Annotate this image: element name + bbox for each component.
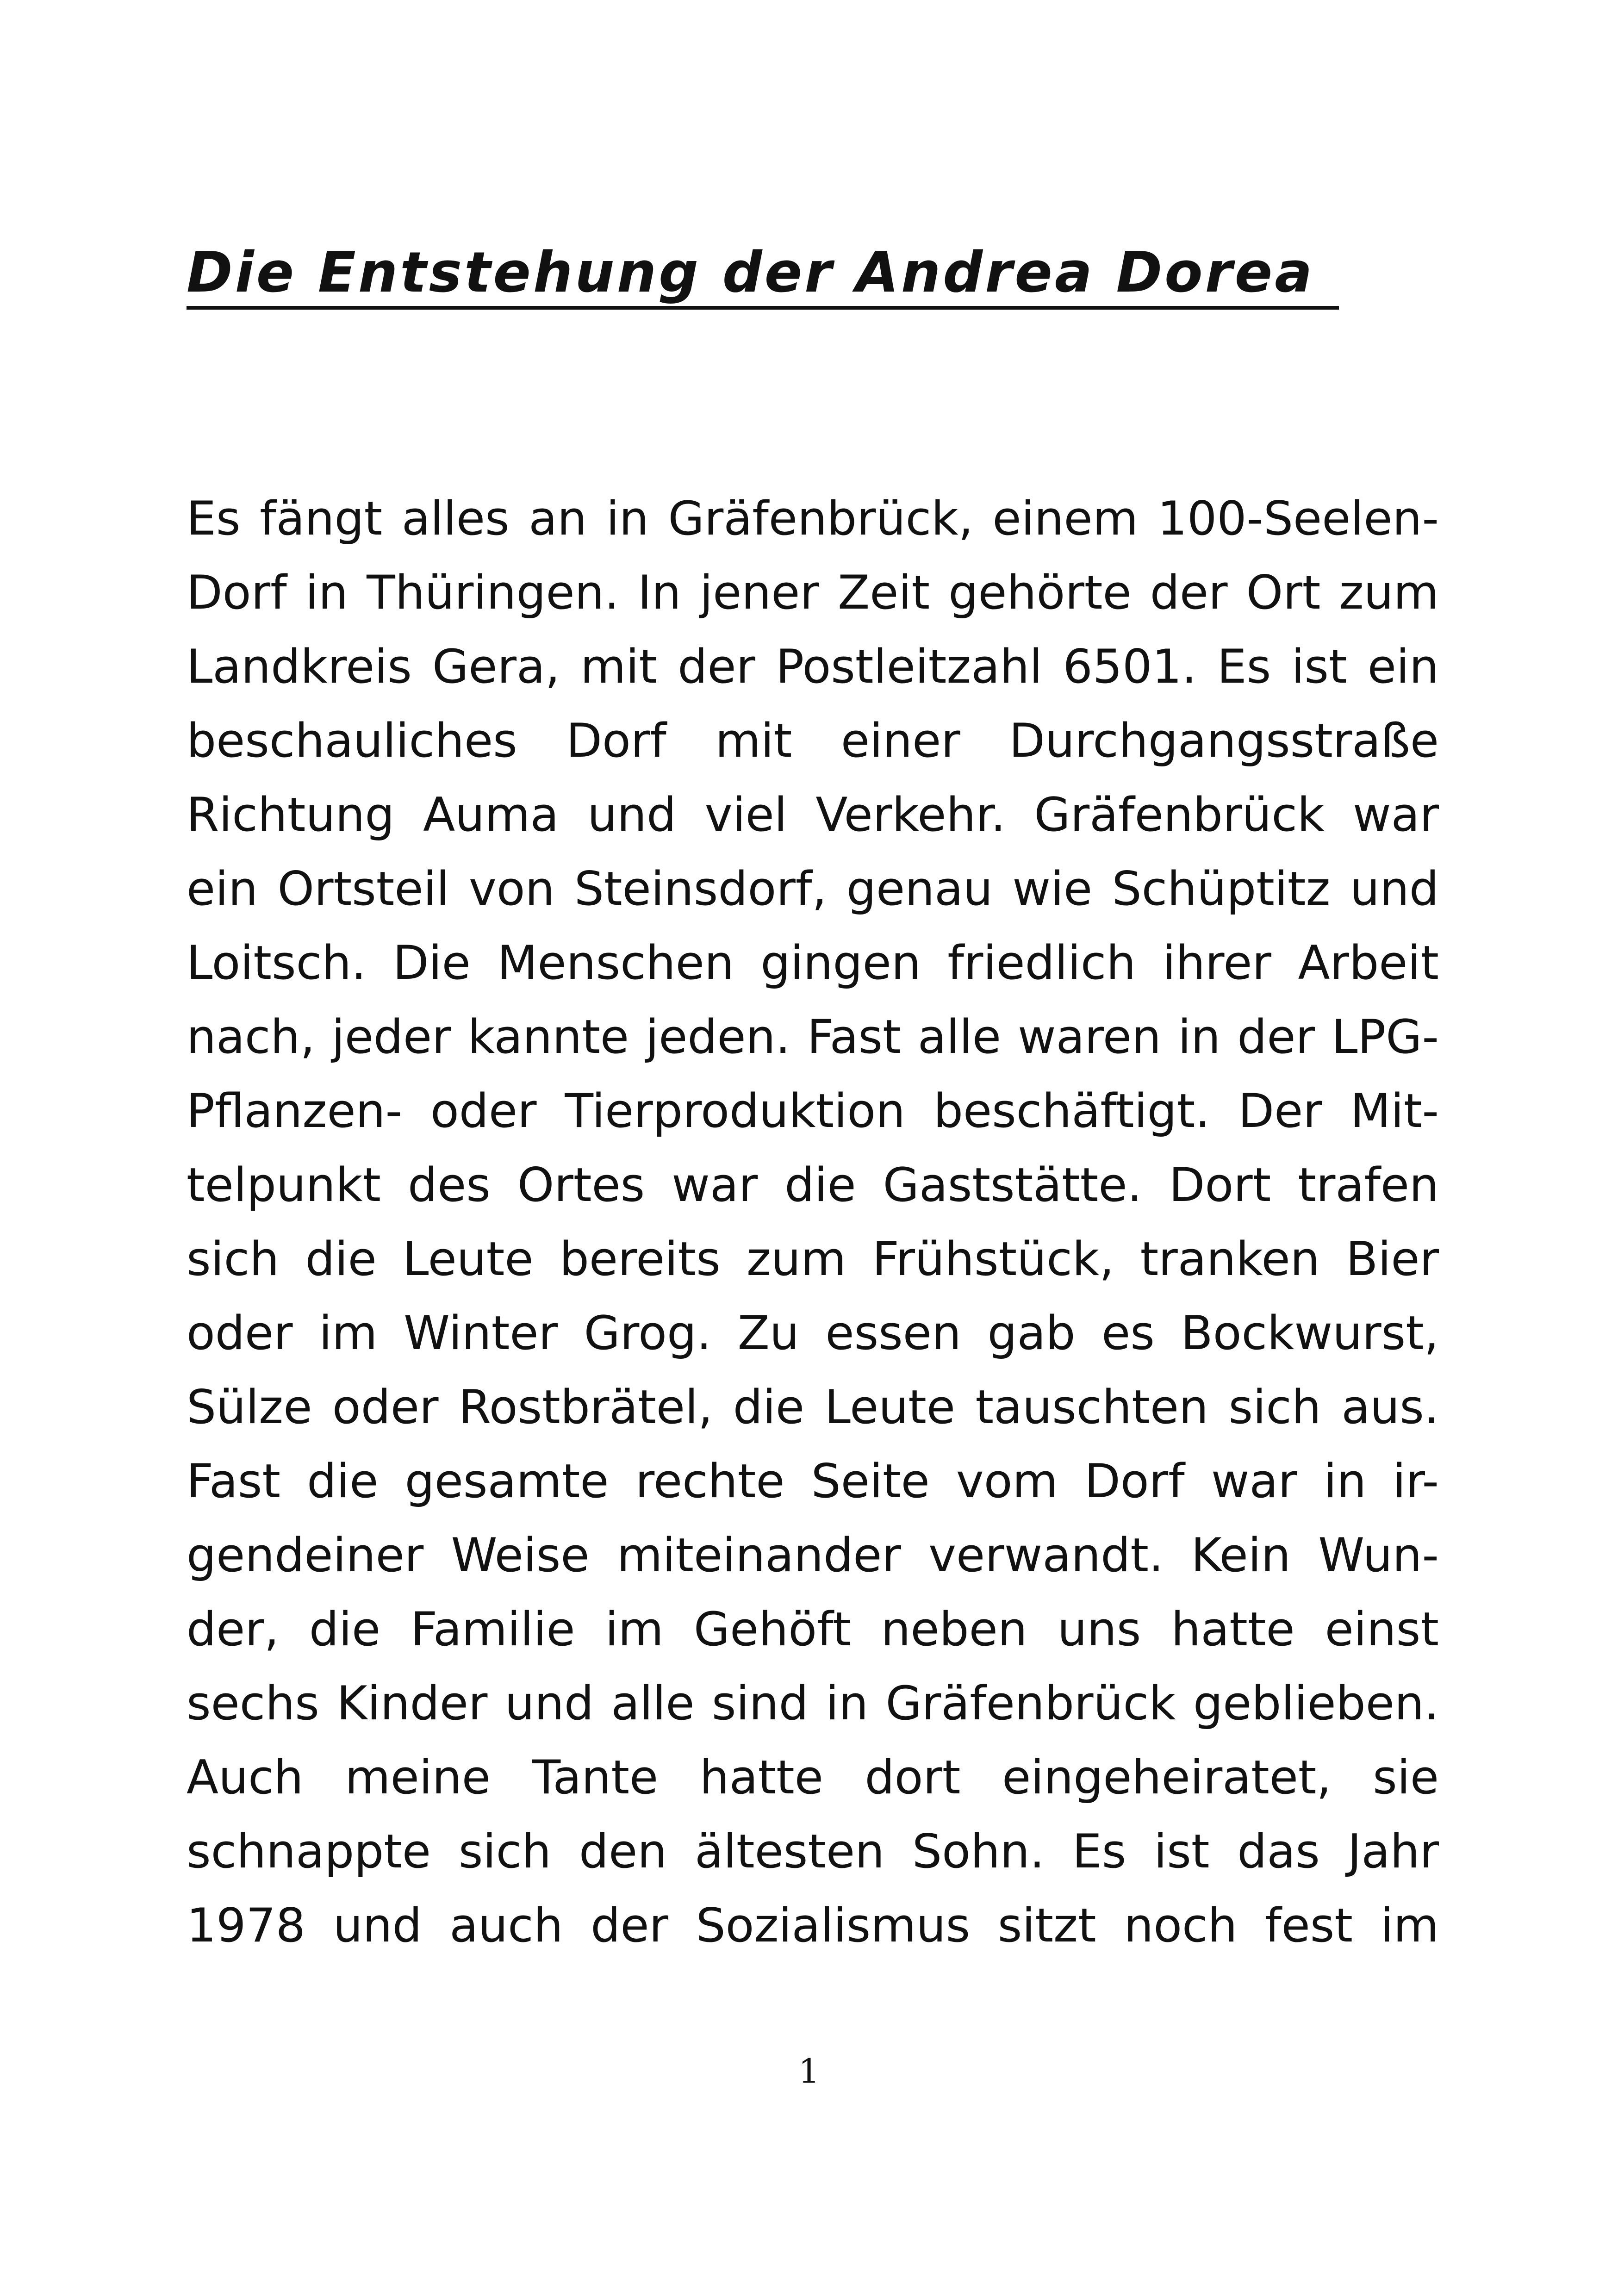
text-line: der, die Familie im Gehöft neben uns hatte einst	[187, 1602, 1439, 1656]
text-line: Fast die gesamte rechte Seite vom Dorf war in ir-	[187, 1454, 1439, 1508]
text-line: telpunkt des Ortes war die Gaststätte. Dort trafen	[187, 1157, 1439, 1212]
text-line: Auch meine Tante hatte dort eingeheiratet, sie	[187, 1750, 1439, 1804]
text-line: nach, jeder kannte jeden. Fast alle waren in der LPG-	[187, 1009, 1439, 1064]
text-line: Es fängt alles an in Gräfenbrück, einem 100-Seelen-	[187, 491, 1439, 546]
text-line: Sülze oder Rostbrätel, die Leute tauschten sich aus.	[187, 1380, 1439, 1434]
text-line: Landkreis Gera, mit der Postleitzahl 6501. Es ist ein	[187, 639, 1439, 694]
text-line: ein Ortsteil von Steinsdorf, genau wie Schüptitz und	[187, 861, 1439, 916]
chapter-title: Die Entstehung der Andrea Dorea	[187, 241, 1315, 305]
text-line: sich die Leute bereits zum Frühstück, tranken Bier	[187, 1232, 1439, 1286]
title-underline	[187, 306, 1339, 310]
body-paragraph	[187, 481, 1439, 1962]
text-line: Loitsch. Die Menschen gingen friedlich ihrer Arbeit	[187, 935, 1439, 990]
text-line: 1978 und auch der Sozialismus sitzt noch fest im	[187, 1898, 1439, 1953]
text-line: schnappte sich den ältesten Sohn. Es ist das Jahr	[187, 1824, 1439, 1879]
text-line: gendeiner Weise miteinander verwandt. Kein Wun-	[187, 1528, 1439, 1582]
text-line: sechs Kinder und alle sind in Gräfenbrück geblieben.	[187, 1676, 1439, 1730]
text-line: Richtung Auma und viel Verkehr. Gräfenbrück war	[187, 787, 1439, 842]
text-line: oder im Winter Grog. Zu essen gab es Bockwurst,	[187, 1306, 1439, 1360]
page-number: 1	[798, 2052, 820, 2091]
text-line: Pflanzen- oder Tierproduktion beschäftigt. Der Mit-	[187, 1083, 1439, 1138]
text-line: beschauliches Dorf mit einer Durchgangsstraße	[187, 713, 1439, 768]
text-line: Dorf in Thüringen. In jener Zeit gehörte der Ort zum	[187, 565, 1439, 620]
